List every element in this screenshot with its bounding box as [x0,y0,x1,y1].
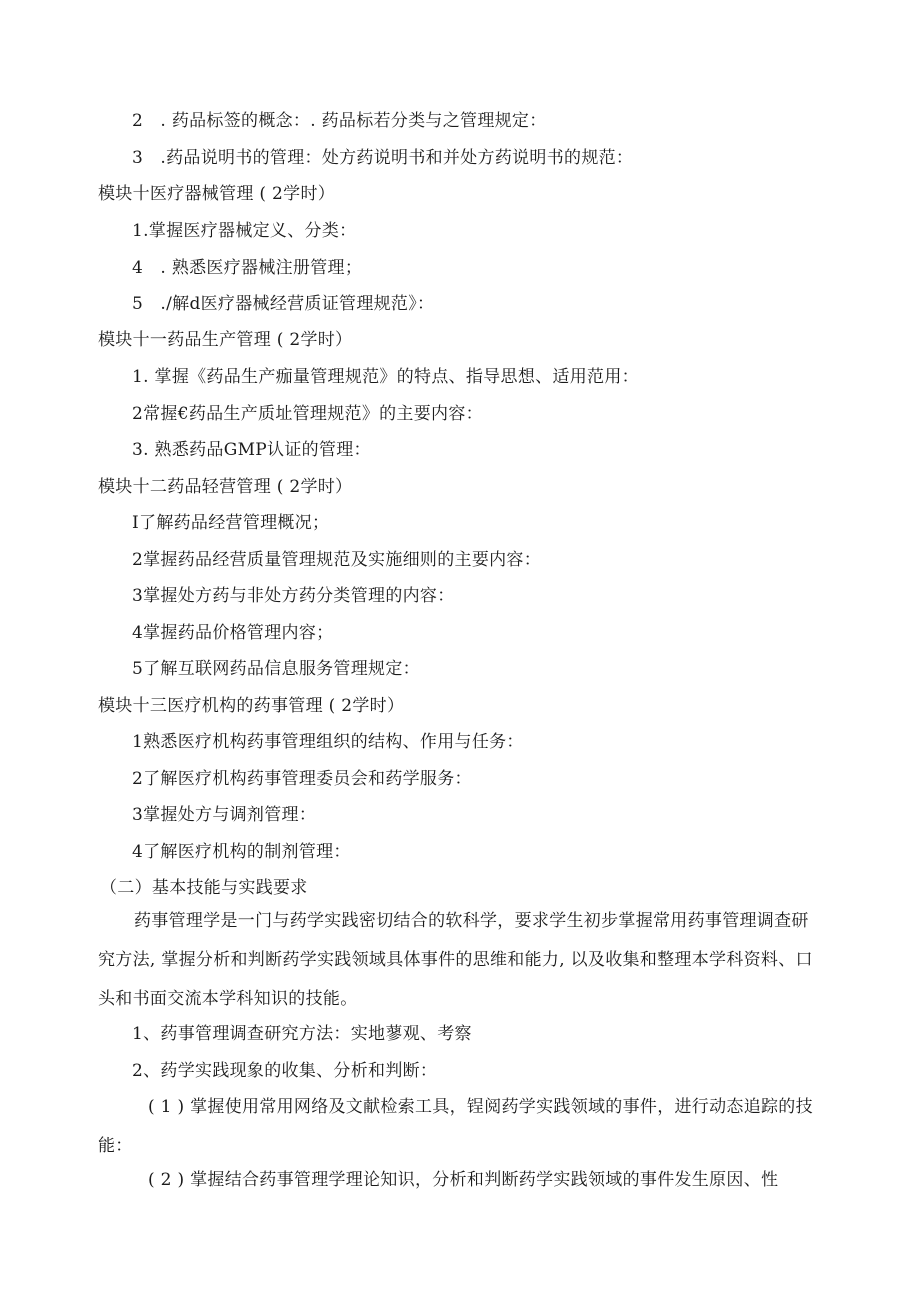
module-heading-10: 模块十医疗器械管理 ( 2学时） [98,184,336,204]
item-gmp-content: 2常握€药品生产质址管理规范》的主要内容： [132,404,483,424]
paragraph-skills-intro: 药事管理学是一门与药学实践密切结合的软科学，要求学生初步掌握常用药事管理调查研究方法, 掌握分析和判断药学实践领域具体事件的思维和能力, 以及收集和整理本学科资料、口头和书面交流本学科知识的技能。 [98,911,813,1009]
item-gmp-certification: 3. 熟悉药品GMP认证的管理： [132,440,371,460]
item-device-definition: 1.掌握医疗器械定义、分类： [132,221,357,241]
item-phenomena-analysis: 2、药学实践现象的收集、分析和判断： [132,1061,438,1081]
item-device-gsp: 5 ./解d医疗器械经营质证管理规范》： [132,294,435,314]
item-gmp-features: 1. 掌握《药品生产痂量管理规范》的特点、指导思想、适用范用： [132,367,639,387]
item-hospital-committee: 2了解医疗机构药事管理委员会和药学服务： [132,769,472,789]
paragraph-subitem-2: ( 2 ) 掌握结合药事管理学理论知识，分析和判断药学实践领域的事件发生原因、性 [148,1170,779,1190]
module-heading-13: 模块十三医疗机构的药事管理 ( 2学时） [98,696,405,716]
module-heading-11: 模块十一药品生产管理 ( 2学时） [98,330,353,350]
item-hospital-preparation: 4了解医疗机构的制剂管理： [132,842,351,862]
item-research-methods: 1、药事管理调查研究方法：实地蓼观、考察 [132,1024,472,1044]
module-heading-12: 模块十二药品轻营管理 ( 2学时） [98,477,353,497]
item-prescription-dispensing: 3掌握处方与调剂管理： [132,805,317,825]
item-hospital-organization: 1熟悉医疗机构药事管理组织的结构、作用与任务： [132,732,524,752]
item-drug-instructions: 3 .药品说明书的管理：处方药说明书和并处方药说明书的规范： [132,148,634,168]
item-gsp-content: 2掌握药品经营质量管理规范及实施细则的主要内容： [132,550,542,570]
section-heading-skills: （二）基本技能与实践要求 [100,878,308,898]
item-price-management: 4掌握药品价格管理内容； [132,623,334,643]
item-device-registration: 4 . 熟悉医疗器械注册管理； [132,258,363,278]
item-otc-classification: 3掌握处方药与非处方药分类管理的内容： [132,586,455,606]
item-operation-overview: I了解药品经营管理概况； [132,513,330,533]
item-internet-info: 5了解互联网药品信息服务管理规定： [132,659,420,679]
paragraph-subitem-1: ( 1 ) 掌握使用常用网络及文献检索工具，锃阅药学实践领域的事件，进行动态追踪的技能： [98,1097,813,1156]
item-drug-label: 2 . 药品标签的概念：. 药品标若分类与之管理规定： [132,111,547,131]
